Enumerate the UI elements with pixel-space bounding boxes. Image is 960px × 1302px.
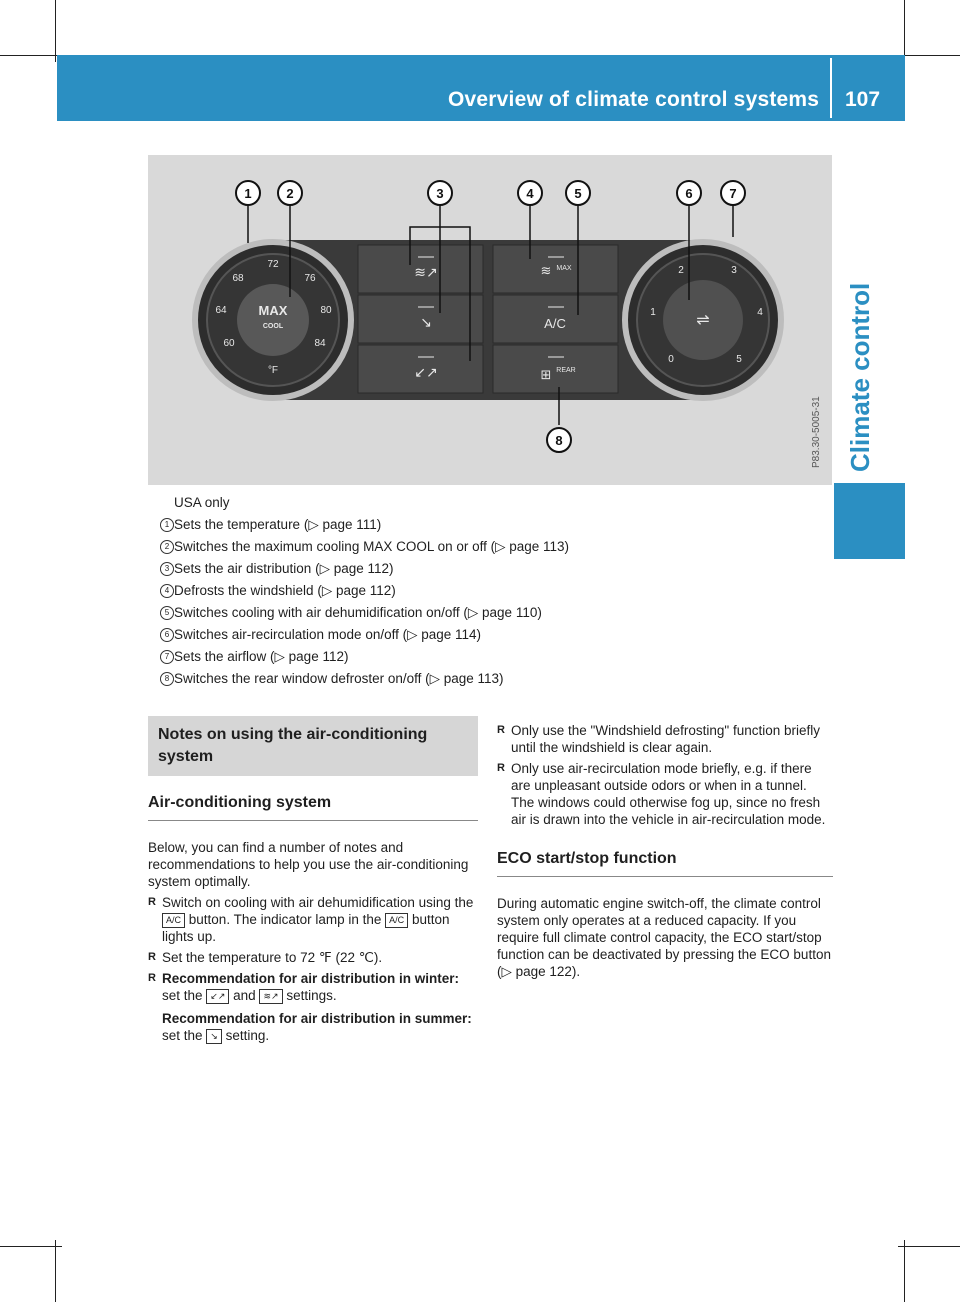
svg-text:1: 1 [650, 307, 656, 318]
svg-text:↘: ↘ [420, 315, 432, 331]
svg-text:5: 5 [574, 186, 582, 201]
crop-mark [904, 0, 905, 62]
left-column [148, 716, 478, 1044]
bullet-list [148, 894, 478, 1044]
list-item: R Only use the "Windshield defrosting" function briefly until the windshield is clear again. [497, 722, 833, 756]
right-column [497, 716, 833, 980]
svg-text:4: 4 [526, 186, 534, 201]
legend-item: 7 Sets the airflow (▷ page 112) [164, 646, 804, 668]
rear-label: REAR [556, 367, 576, 374]
legend-item: 8 Switches the rear window defroster on/off (▷ page 113) [164, 668, 804, 690]
panel-illustration [148, 155, 832, 485]
page-title: Overview of climate control systems [448, 88, 820, 111]
center-vent-distribution-icon: ↘ [206, 1029, 222, 1044]
svg-text:MAX: MAX [258, 303, 288, 318]
svg-text:⇌: ⇌ [696, 310, 710, 329]
svg-text:3: 3 [436, 186, 444, 201]
svg-text:3: 3 [731, 265, 737, 276]
svg-text:≋↗: ≋↗ [414, 265, 438, 281]
list-item: R Only use air-recirculation mode briefly, e.g. if there are unpleasant outside odors or when in a tunnel. The windows could otherwise fog up, since no fresh air is drawn into the vehicle in air-recirculation mode. [497, 760, 833, 828]
figure-legend [164, 492, 804, 690]
side-tab-label: Climate control [845, 282, 875, 472]
airflow-dial [625, 242, 781, 398]
svg-text:°F: °F [267, 365, 279, 376]
svg-text:1: 1 [244, 186, 252, 201]
figure-code: P83.30-5005-31 [811, 396, 822, 468]
footwell-distribution-icon: ↙↗ [206, 989, 229, 1004]
climate-control-panel-figure [148, 155, 832, 485]
eco-paragraph: During automatic engine switch-off, the climate control system only operates at a reduced capacity. If you require full climate control capacity, the ECO start/stop function can be deactivated by pressing the ECO button (▷ page 122). [497, 896, 831, 979]
svg-text:COOL: COOL [262, 323, 284, 330]
subsection-heading: ECO start/stop function [497, 850, 833, 877]
legend-intro: USA only [174, 495, 230, 510]
crop-mark [898, 1246, 960, 1247]
svg-text:7: 7 [729, 186, 737, 201]
svg-text:0: 0 [668, 354, 674, 365]
legend-item: 4 Defrosts the windshield (▷ page 112) [164, 580, 804, 602]
svg-text:↙↗: ↙↗ [414, 365, 438, 381]
crop-mark [898, 55, 960, 56]
ac-key-icon: A/C [385, 913, 408, 928]
svg-text:60: 60 [223, 338, 235, 349]
intro-paragraph: Below, you can find a number of notes and recommendations to help you use the air-conditioning system optimally. [148, 840, 469, 889]
legend-item: 2 Switches the maximum cooling MAX COOL on or off (▷ page 113) [164, 536, 804, 558]
windshield-distribution-icon: ≋↗ [259, 989, 282, 1004]
legend-item: 1 Sets the temperature (▷ page 111) [164, 514, 804, 536]
svg-text:4: 4 [757, 307, 763, 318]
crop-mark [55, 1240, 56, 1302]
crop-mark [0, 55, 62, 56]
side-tab-marker [834, 483, 905, 559]
list-item: R Switch on cooling with air dehumidification using the A/C button. The indicator lamp in the A/C button lights up. [148, 894, 478, 945]
svg-text:72: 72 [267, 259, 279, 270]
ac-key-icon: A/C [162, 913, 185, 928]
crop-mark [904, 1240, 905, 1302]
svg-text:68: 68 [232, 273, 244, 284]
list-item: R Recommendation for air distribution in winter: set the ↙↗ and ≋↗ settings. Recommendation for air distribution in summer: set the ↘ setting. [148, 970, 478, 1044]
svg-text:2: 2 [678, 265, 684, 276]
crop-mark [0, 1246, 62, 1247]
svg-text:6: 6 [685, 186, 693, 201]
bullet-list [497, 722, 833, 828]
page-number: 107 [845, 88, 881, 111]
svg-text:5: 5 [736, 354, 742, 365]
legend-item: 5 Switches cooling with air dehumidification on/off (▷ page 110) [164, 602, 804, 624]
temperature-dial [195, 242, 351, 398]
svg-text:≋: ≋ [540, 264, 552, 279]
svg-text:80: 80 [320, 305, 332, 316]
legend-item: 6 Switches air-recirculation mode on/off (▷ page 114) [164, 624, 804, 646]
subsection-heading: Air-conditioning system [148, 794, 478, 821]
legend-item: 3 Sets the air distribution (▷ page 112) [164, 558, 804, 580]
svg-text:64: 64 [215, 305, 227, 316]
svg-text:8: 8 [555, 433, 563, 448]
svg-text:⊞: ⊞ [540, 368, 552, 383]
header-divider [830, 58, 832, 118]
svg-text:84: 84 [314, 338, 326, 349]
svg-text:2: 2 [286, 186, 294, 201]
section-heading: Notes on using the air-conditioning system [148, 716, 478, 776]
max-label: MAX [556, 265, 572, 272]
list-item: R Set the temperature to 72 ℉ (22 ℃). [148, 949, 478, 966]
crop-mark [55, 0, 56, 62]
ac-label: A/C [544, 316, 566, 331]
svg-text:76: 76 [304, 273, 316, 284]
